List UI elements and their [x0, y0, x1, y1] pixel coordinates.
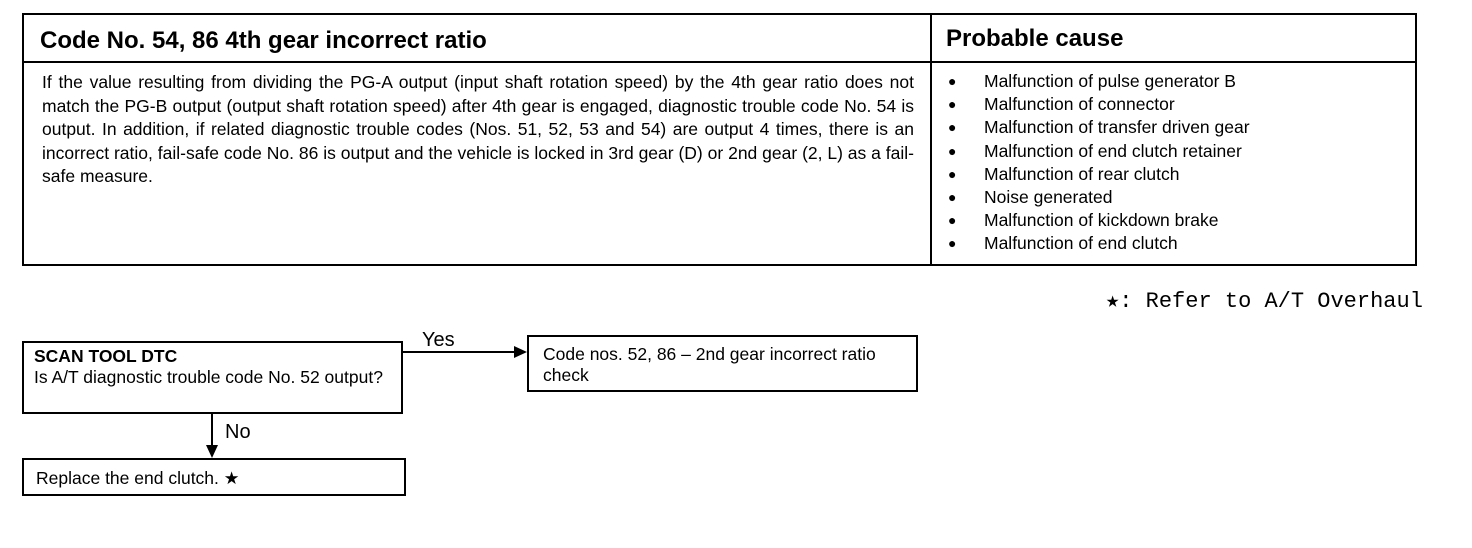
cause-text: Malfunction of rear clutch	[984, 163, 1180, 184]
code-description: If the value resulting from dividing the PG-A output (input shaft rotation speed) by the 4th gear ratio does not match the PG-B output (output shaft rotation speed) after 4th gear is engaged, diagnostic trouble code No. 54 is output. In addition, if related diagnostic trouble codes (Nos. 51, 52, 53 and 54) are output 4 times, there is an incorrect ratio, fail-safe code No. 86 is output and the vehicle is locked in 3rd gear (D) or 2nd gear (2, L) as a fail-safe measure.	[24, 63, 932, 264]
bullet-icon: ●	[948, 142, 957, 159]
bullet-icon: ●	[948, 165, 957, 182]
overhaul-reference-note: ★: Refer to A/T Overhaul	[1106, 289, 1423, 314]
cause-text: Malfunction of end clutch	[984, 233, 1178, 254]
bullet-icon: ●	[948, 189, 957, 206]
cause-text: Malfunction of connector	[984, 94, 1175, 115]
cause-text: Malfunction of transfer driven gear	[984, 117, 1250, 138]
bullet-icon: ●	[948, 212, 957, 229]
probable-cause-header: Probable cause	[932, 15, 1415, 63]
bullet-icon: ●	[948, 119, 957, 136]
bullet-icon: ●	[948, 235, 957, 252]
yes-arrowhead-icon	[514, 346, 527, 358]
bullet-icon: ●	[948, 96, 957, 113]
yes-action-box: Code nos. 52, 86 – 2nd gear incorrect ratio check	[527, 335, 918, 392]
question-title: SCAN TOOL DTC	[34, 346, 178, 366]
no-label: No	[225, 421, 251, 443]
code-title: Code No. 54, 86 4th gear incorrect ratio	[24, 15, 932, 63]
bullet-icon: ●	[948, 73, 957, 89]
cause-text: Malfunction of end clutch retainer	[984, 140, 1242, 161]
cause-text: Malfunction of pulse generator B	[984, 71, 1236, 91]
yes-label: Yes	[422, 329, 455, 351]
cause-text: Malfunction of kickdown brake	[984, 210, 1219, 231]
no-arrowhead-icon	[206, 445, 218, 458]
no-action-box: Replace the end clutch. ★	[22, 458, 406, 496]
question-box	[22, 341, 403, 414]
cause-text: Noise generated	[984, 187, 1113, 208]
question-text: Is A/T diagnostic trouble code No. 52 output?	[34, 367, 383, 387]
